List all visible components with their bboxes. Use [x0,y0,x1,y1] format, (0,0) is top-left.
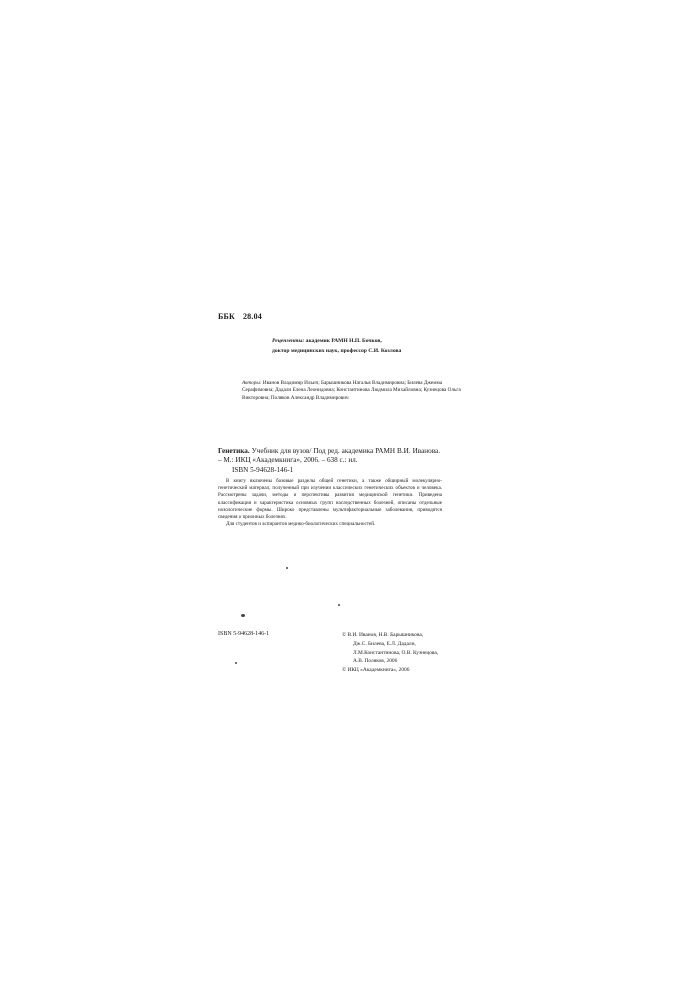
reviewers-block [272,336,401,356]
bibliographic-description: Учебник для вузов/ Под ред. академика РАМН В.И. Иванова. – М.: ИКЦ «Академкнига», 2006. – 638 с.: ил. [218,447,440,465]
reviewer-2: доктор медицинских наук, профессор С.И. Козлова [272,348,402,354]
scan-speck [338,604,340,606]
bbk-code [218,312,270,321]
authors-block [242,380,462,402]
isbn-record: ISBN 5-94628-146-1 [232,466,294,474]
abstract-paragraph-2: Для студентов и аспирантов медико-биологических специальностей. [226,521,376,528]
reviewers-label: Рецензенты: [272,338,305,344]
isbn-bottom: ISBN 5-94628-146-1 [218,631,270,637]
scan-speck [241,614,245,617]
authors-list: Иванов Владимир Ильич; Барышникова Наталья Владимировна; Билева Джемма Серафимовна; Дадали Елена Леонидовна; Константинова Людмила Михайловна; Кузнецова Ольга Викторовна; Поляков Александр Владимирович [242,380,461,401]
scan-speck [286,567,288,569]
copyright-line: © В.И. Иванов, Н.В. Барышникова, [342,632,424,638]
bbk-label: ББК [218,312,235,321]
book-abstract [218,478,442,528]
copyright-line: Дж.С. Билева, Е.Л. Дадали, [353,640,416,647]
scan-speck [235,662,237,664]
copyright-line: © ИКЦ «Академкнига», 2006 [342,667,410,674]
reviewer-1: академик РАМН Н.П. Бочков, [305,338,382,344]
authors-label: Авторы: [242,380,262,386]
bibliographic-record [218,447,440,465]
copyright-line: А.В. Поляков, 2006 [353,658,398,665]
abstract-paragraph-1: В книгу включены базовые разделы общей генетики, а также обширный молекулярно-генетический материал, полученный при изучении классических генетических объектов и человека. Рассмотрены задачи, методы и перспективы развития медицинской генетики. Приведена классификация и характеристика основных групп наследственных болезней, описаны отдельные нозологические формы. Широко представлены мультифакториальные заболевания, приводятся сведения о прионных болезнях. [218,478,442,521]
book-title: Генетика. [218,447,250,455]
bbk-number: 28.04 [242,312,262,321]
copyright-line: Л.М.Константинова, О.В. Кузнецова, [353,649,439,656]
copyright-block [342,631,438,675]
